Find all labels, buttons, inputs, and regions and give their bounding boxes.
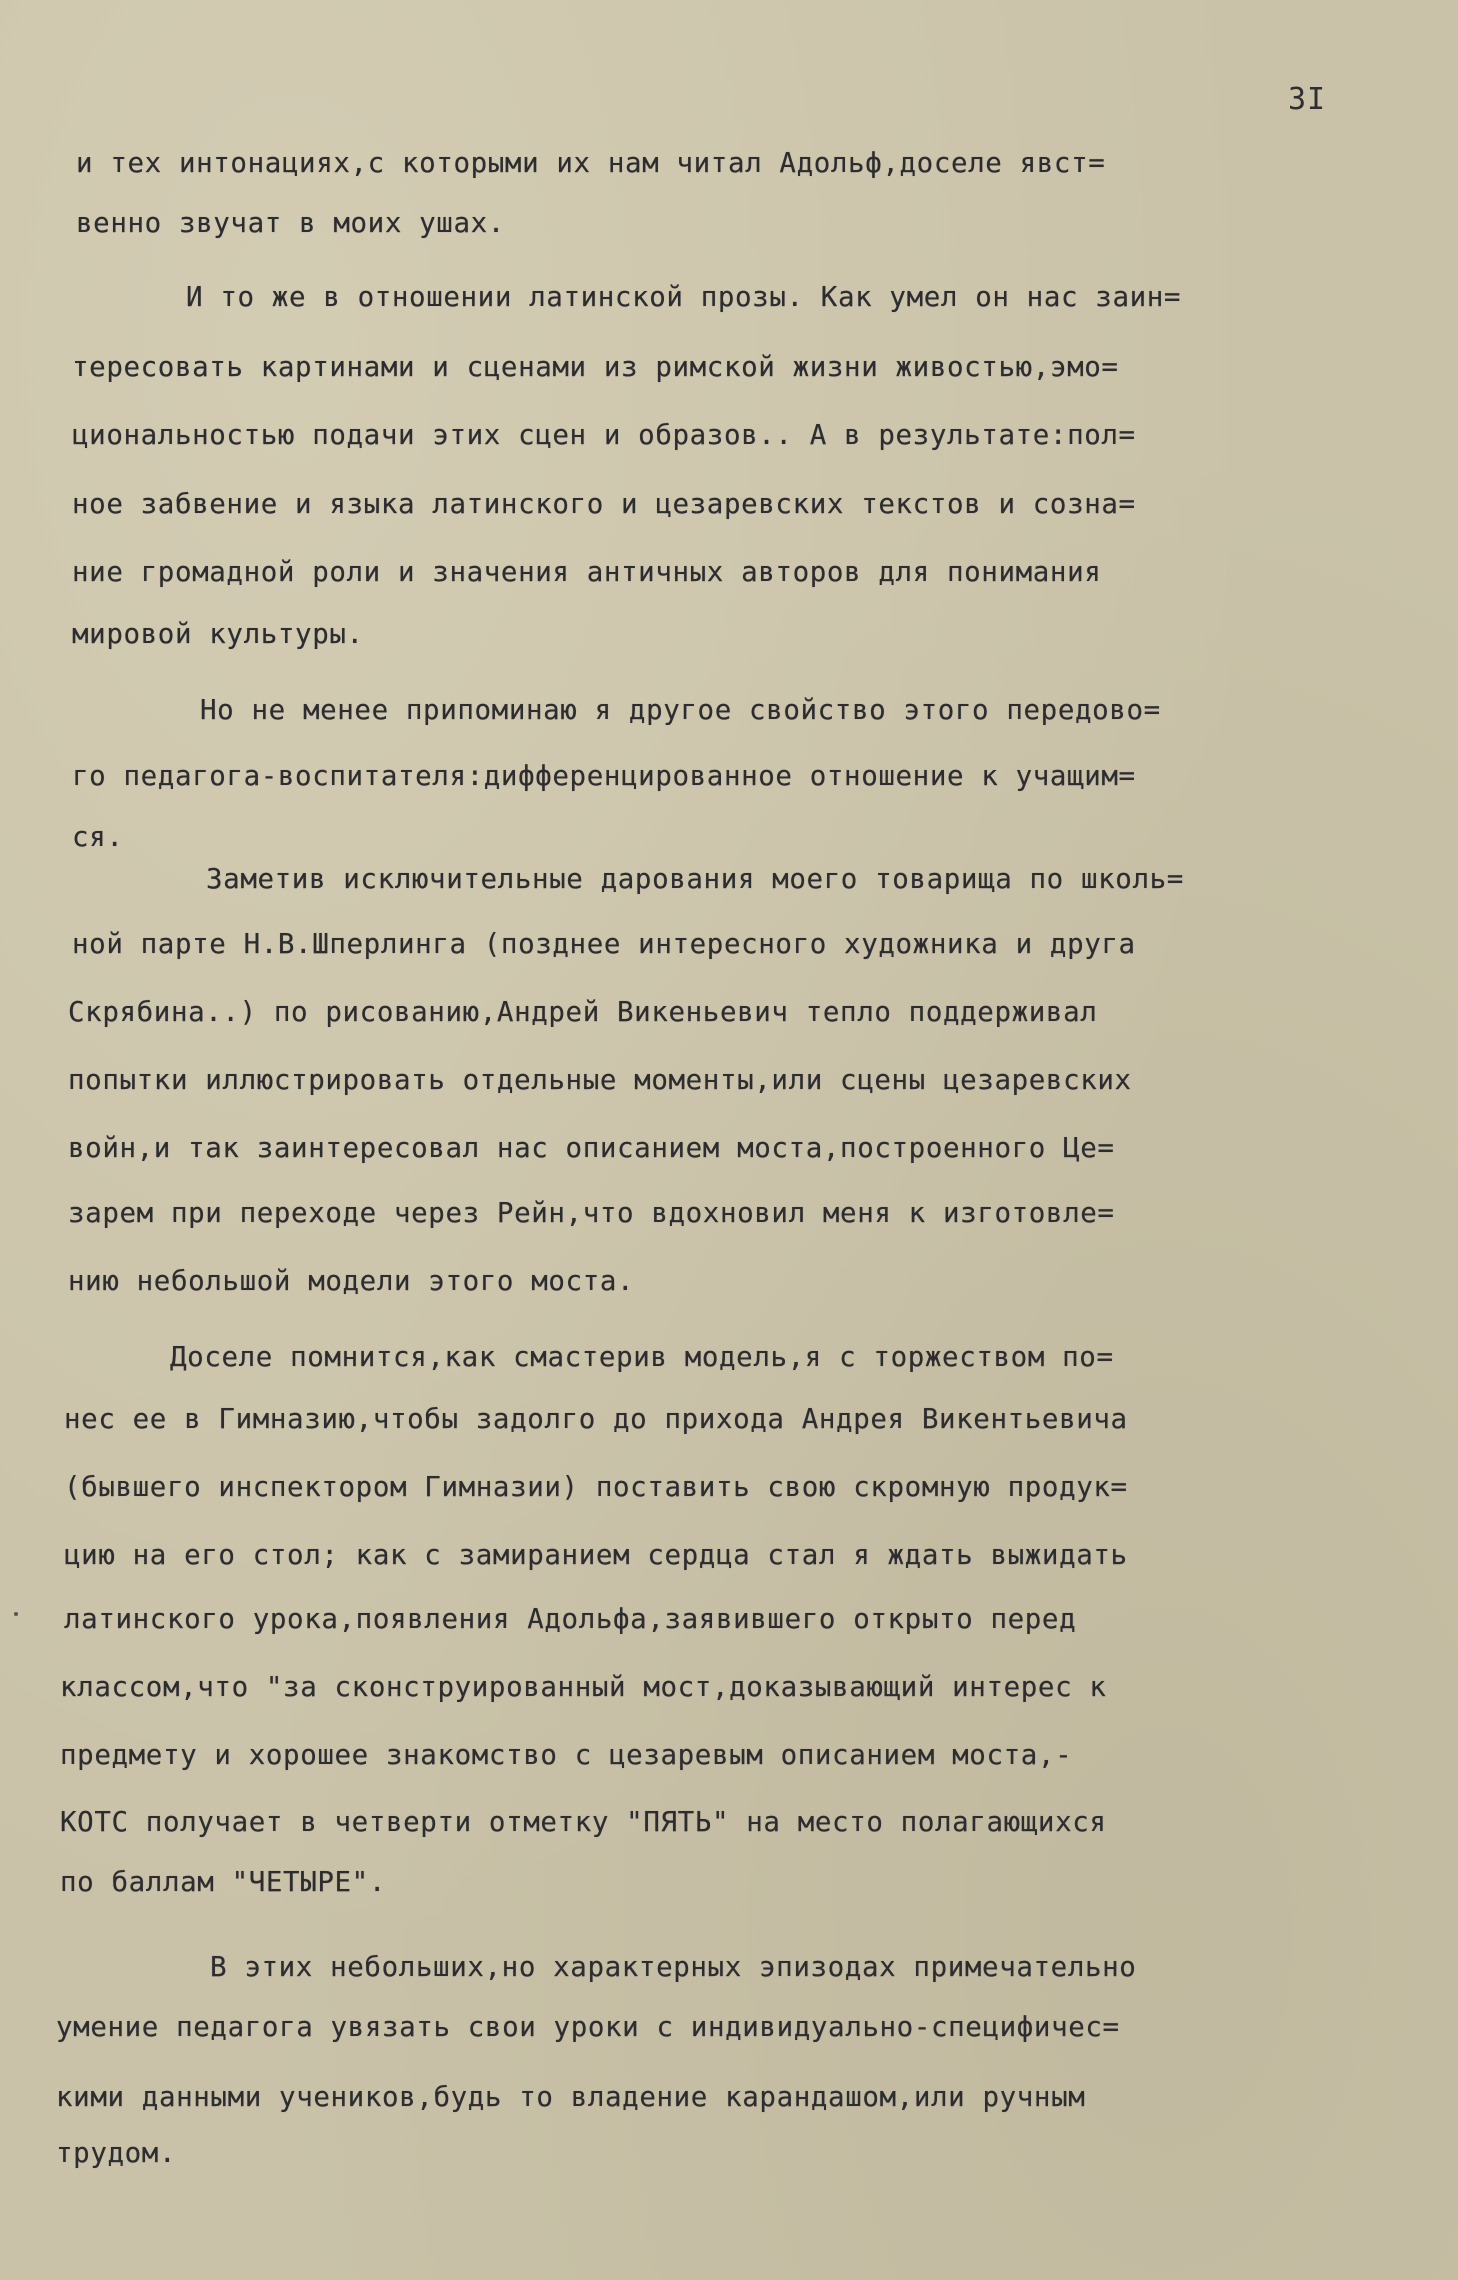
text-line: ное забвение и языка латинского и цезаревских текстов и созна= xyxy=(72,488,1136,520)
text-line: умение педагога увязать свои уроки с индивидуально-специфичес= xyxy=(56,2011,1120,2043)
page-number: 3I xyxy=(1288,82,1327,117)
text-line: мировой культуры. xyxy=(72,618,364,650)
text-line: (бывшего инспектором Гимназии) поставить свою скромную продук= xyxy=(64,1471,1128,1503)
text-line: по баллам "ЧЕТЫРЕ". xyxy=(60,1866,386,1898)
text-line: предмету и хорошее знакомство с цезаревым описанием моста,- xyxy=(60,1739,1073,1771)
text-line: латинского урока,появления Адольфа,заявившего открыто перед xyxy=(64,1603,1077,1635)
margin-dot xyxy=(14,1612,18,1616)
text-line: попытки иллюстрировать отдельные моменты,или сцены цезаревских xyxy=(68,1064,1132,1096)
text-line: зарем при переходе через Рейн,что вдохновил меня к изготовле= xyxy=(68,1197,1115,1229)
text-line: тересовать картинами и сценами из римской жизни живостью,эмо= xyxy=(72,351,1119,383)
text-line: трудом. xyxy=(56,2137,177,2169)
text-line: Заметив исключительные дарования моего товарища по школь= xyxy=(206,863,1184,895)
text-line: кими данными учеников,будь то владение карандашом,или ручным xyxy=(56,2081,1086,2113)
text-line: циональностью подачи этих сцен и образов.. А в результате:пол= xyxy=(72,419,1136,451)
text-line: И то же в отношении латинской прозы. Как умел он нас заин= xyxy=(186,281,1182,313)
text-line: войн,и так заинтересовал нас описанием моста,построенного Це= xyxy=(68,1132,1115,1164)
text-line: Скрябина..) по рисованию,Андрей Викеньевич тепло поддерживал xyxy=(68,996,1098,1028)
text-line: ние громадной роли и значения античных авторов для понимания xyxy=(72,556,1102,588)
text-line: венно звучат в моих ушах. xyxy=(76,207,505,239)
text-line: В этих небольших,но характерных эпизодах примечательно xyxy=(210,1951,1137,1983)
text-line: классом,что "за сконструированный мост,доказывающий интерес к xyxy=(60,1671,1107,1703)
text-line: го педагога-воспитателя:дифференцированное отношение к учащим= xyxy=(72,760,1136,792)
text-line: Но не менее припоминаю я другое свойство этого передово= xyxy=(200,694,1161,726)
text-line: ся. xyxy=(72,821,124,853)
text-line: и тех интонациях,с которыми их нам читал Адольф,доселе явст= xyxy=(76,147,1106,179)
text-line: ной парте Н.В.Шперлинга (позднее интересного художника и друга xyxy=(72,928,1136,960)
text-line: Доселе помнится,как смастерив модель,я с торжеством по= xyxy=(170,1341,1114,1373)
text-line: КОТС получает в четверти отметку "ПЯТЬ" на место полагающихся xyxy=(60,1806,1107,1838)
text-line: нес ее в Гимназию,чтобы задолго до прихода Андрея Викентьевича xyxy=(64,1403,1128,1435)
text-line: нию небольшой модели этого моста. xyxy=(68,1265,635,1297)
text-line: цию на его стол; как с замиранием сердца стал я ждать выжидать xyxy=(64,1539,1128,1571)
